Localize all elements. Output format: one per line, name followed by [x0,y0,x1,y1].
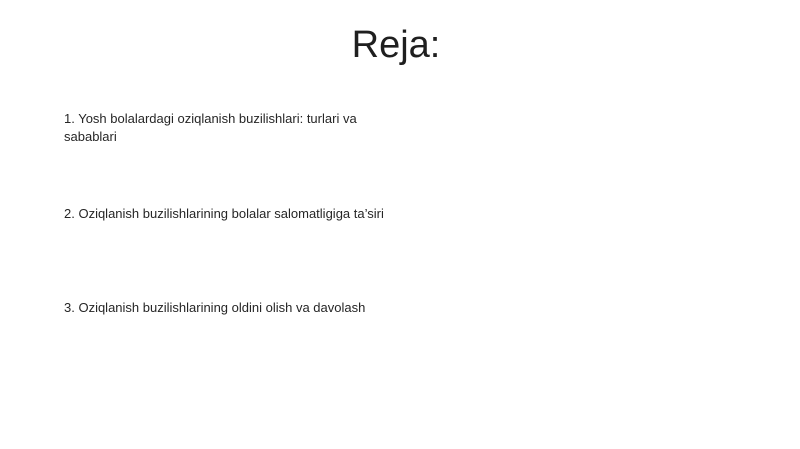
plan-item-3: 3. Oziqlanish buzilishlarining oldini olish va davolash [64,300,366,315]
plan-item-1: 1. Yosh bolalardagi oziqlanish buzilishlari: turlari va sabablari [64,111,357,144]
plan-item-2: 2. Oziqlanish buzilishlarining bolalar salomatligiga ta’siri [64,206,384,221]
slide-title: Reja: [351,24,441,66]
